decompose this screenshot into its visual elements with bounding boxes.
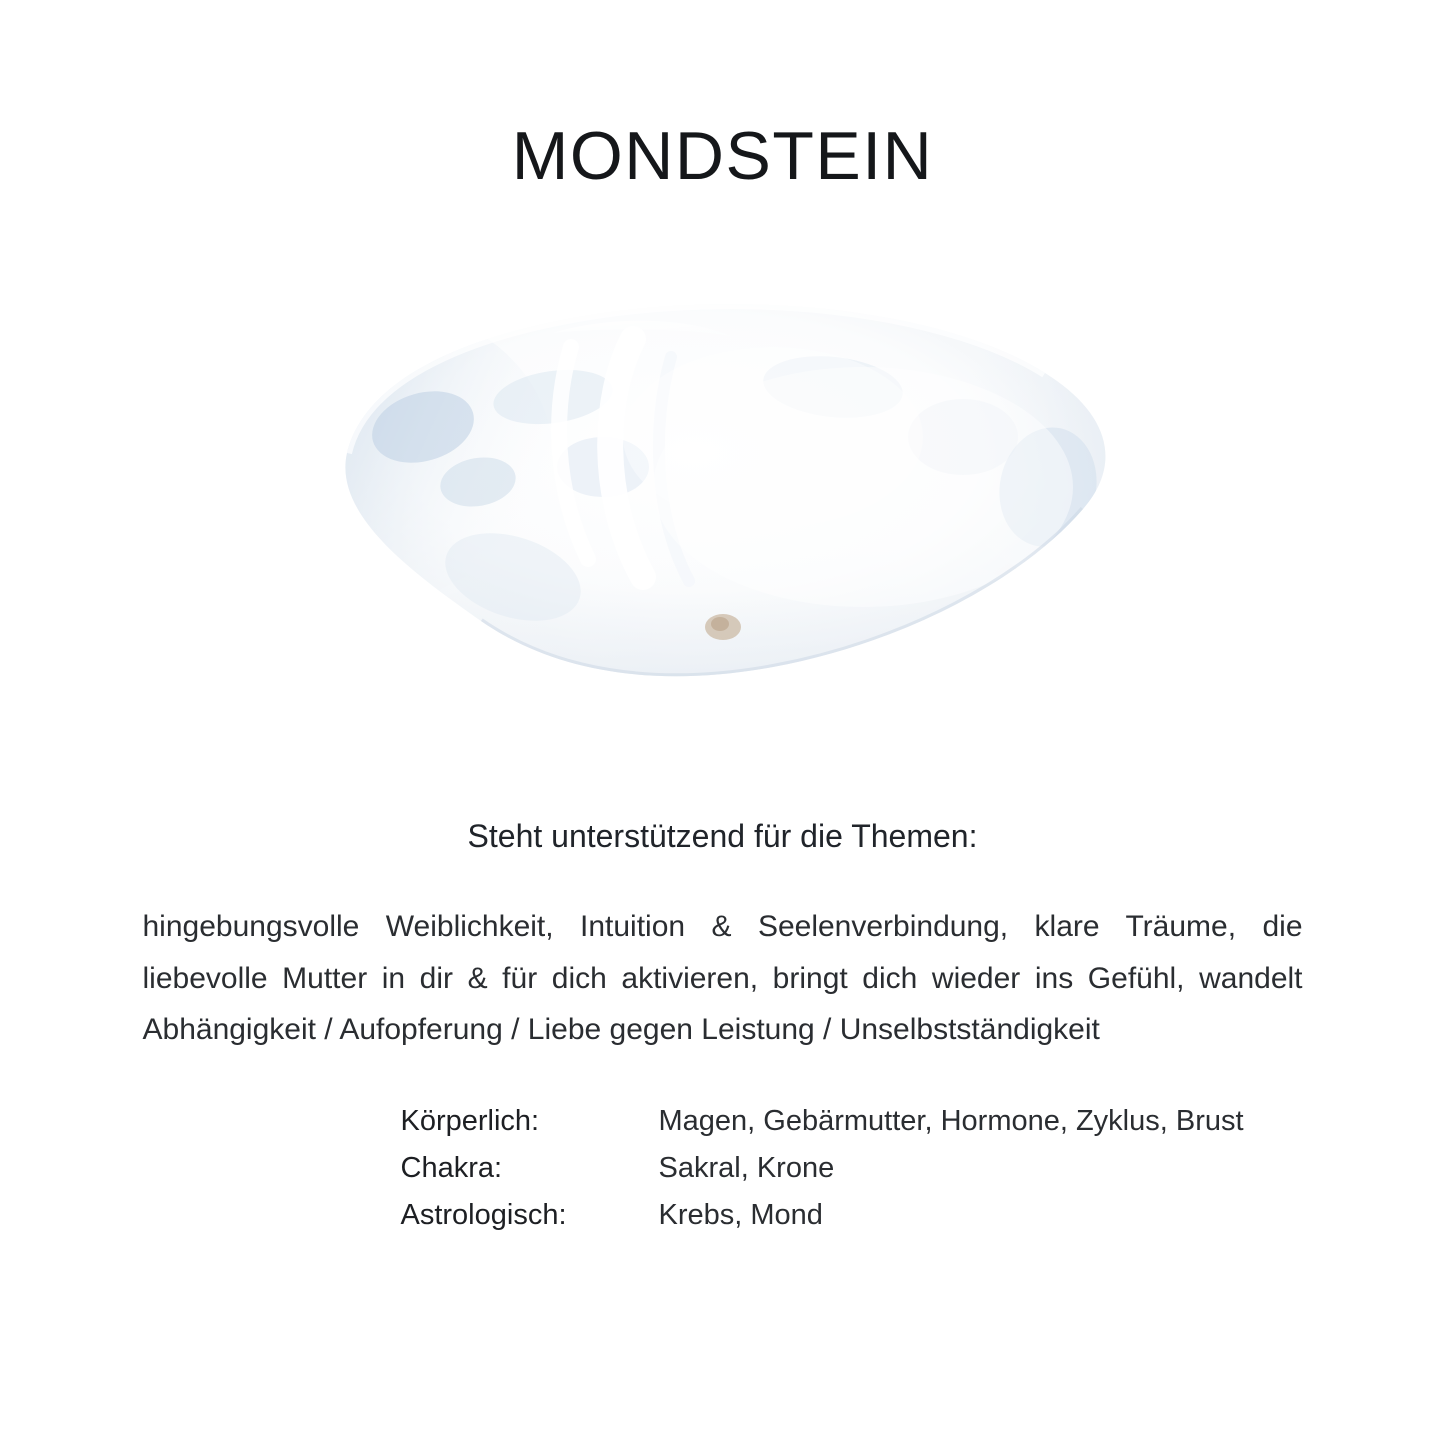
stone-image-container [0,252,1445,722]
description-text: hingebungsvolle Weiblichkeit, Intuition & Seelenverbindung, klare Träume, die liebevolle Mutter in dir & für dich aktivieren, bringt dich wieder ins Gefühl, wandelt Abhängigkeit / Aufopferung / Liebe gegen Leistung / Unselbstständigkeit [142,910,1303,1047]
attribute-value-chakra: Sakral, Krone [658,1151,835,1184]
attribute-row [401,1145,1303,1192]
attribute-value-astrologisch: Krebs, Mond [658,1198,823,1231]
stone-shape [303,304,1143,697]
attribute-label-astrologisch: Astrologisch: [400,1198,567,1231]
attribute-row [401,1098,1303,1145]
attribute-label-koerperlich: Körperlich: [400,1104,540,1137]
attributes-list [143,1098,1303,1239]
attribute-value-koerperlich: Magen, Gebärmutter, Hormone, Zyklus, Brust [658,1104,1244,1137]
section-subtitle: Steht unterstützend für die Themen: [467,818,978,854]
moonstone-tumbled-stone-icon [303,277,1143,697]
attribute-row [401,1192,1303,1239]
attribute-label-chakra: Chakra: [400,1151,503,1184]
page-title: MONDSTEIN [511,118,934,194]
